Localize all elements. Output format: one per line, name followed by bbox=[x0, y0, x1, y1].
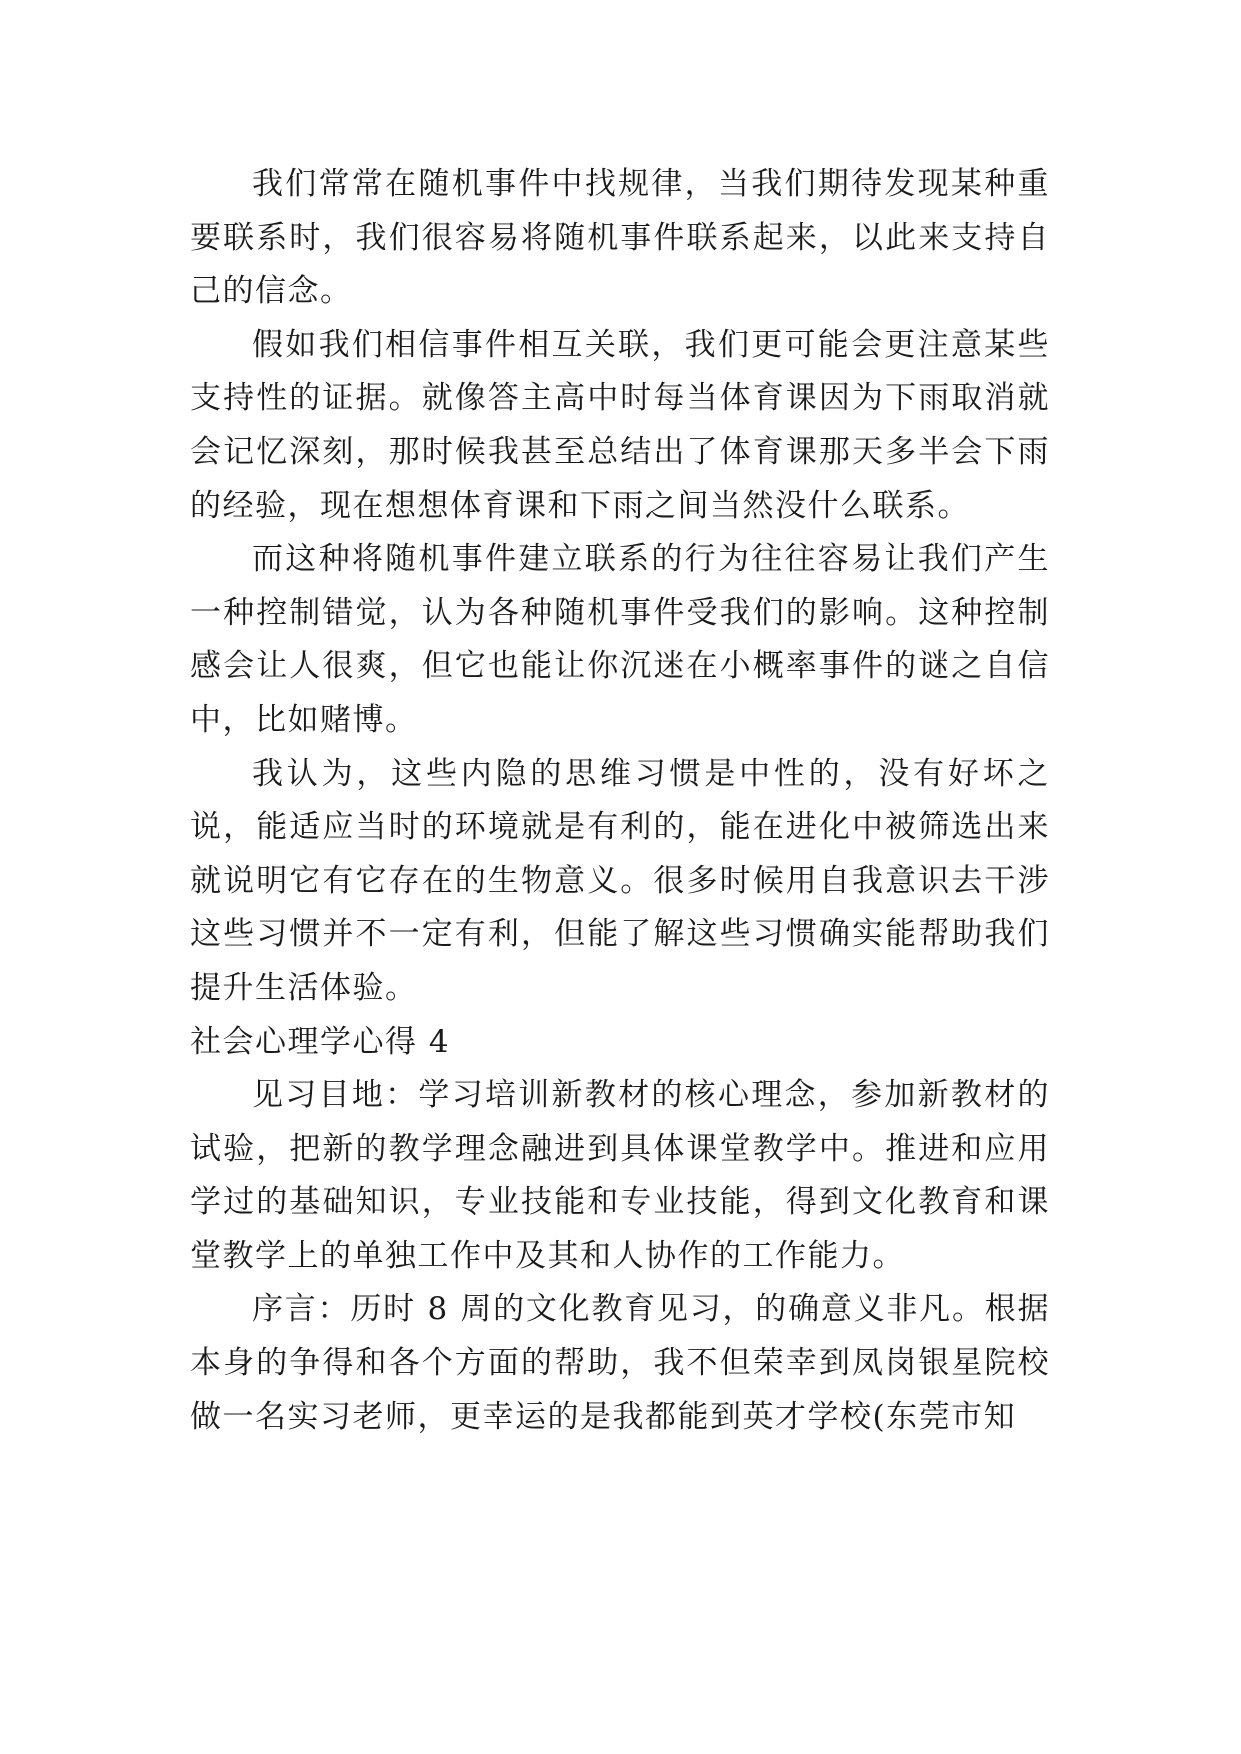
section-heading: 社会心理学心得 4 bbox=[190, 1023, 451, 1060]
paragraph: 而这种将随机事件建立联系的行为往往容易让我们产生一种控制错觉，认为各种随机事件受我们的影响。这种控制感会让人很爽，但它也能让你沉迷在小概率事件的谜之自信中，比如赌博。 bbox=[190, 541, 1050, 738]
paragraph: 假如我们相信事件相互关联，我们更可能会更注意某些支持性的证据。就像答主高中时每当体育课因为下雨取消就会记忆深刻，那时候我甚至总结出了体育课那天多半会下雨的经验，现在想想体育课和下雨之间当然没什么联系。 bbox=[190, 326, 1050, 524]
paragraph: 我认为，这些内隐的思维习惯是中性的，没有好坏之说，能适应当时的环境就是有利的，能在进化中被筛选出来就说明它有它存在的生物意义。很多时候用自我意识去干涉这些习惯并不一定有利，但能了解这些习惯确实能帮助我们提升生活体验。 bbox=[190, 755, 1050, 1006]
paragraph: 我们常常在随机事件中找规律，当我们期待发现某种重要联系时，我们很容易将随机事件联系起来，以此来支持自己的信念。 bbox=[190, 166, 1050, 310]
document-page bbox=[190, 158, 1050, 1444]
paragraph: 见习目地：学习培训新教材的核心理念，参加新教材的试验，把新的教学理念融进到具体课堂教学中。推进和应用学过的基础知识，专业技能和专业技能，得到文化教育和课堂教学上的单独工作中及其和人协作的工作能力。 bbox=[190, 1077, 1050, 1274]
paragraph: 序言：历时 8 周的文化教育见习，的确意义非凡。根据本身的争得和各个方面的帮助，我不但荣幸到凤岗银星院校做一名实习老师，更幸运的是我都能到英才学校(东莞市知 bbox=[190, 1291, 1050, 1435]
